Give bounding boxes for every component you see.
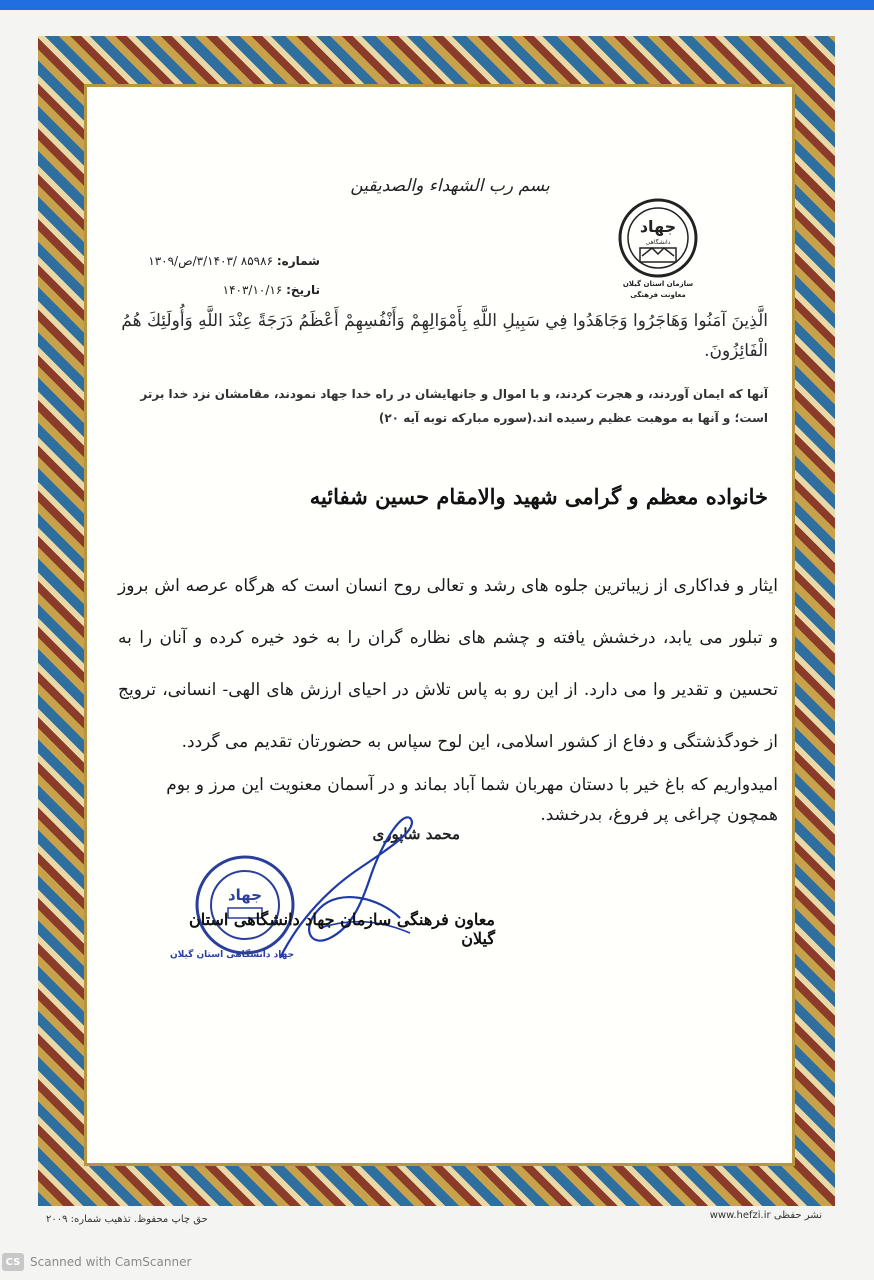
camscanner-label: Scanned with CamScanner [30,1255,192,1269]
recipient-line: خانواده معظم و گرامی شهید والامقام حسین شفائیه [309,484,768,509]
jahad-logo [612,196,704,300]
stamp-caption: جهاد دانشگاهی استان گیلان [169,950,295,960]
camscanner-icon: CS [2,1253,24,1271]
closing-wish: امیدواریم که باغ خیر با دستان مهربان شما آباد بماند و در آسمان معنویت این مرز و بوم همچون چراغی پر فروغ، بدرخشد. [166,775,778,825]
verse-translation: آنها که ایمان آوردند، و هجرت کردند، و با اموال و جانهایشان در راه خدا جهاد نمودند، مقامشان نزد خدا برتر است؛ و آنها به موهبت عظیم رسیده اند.(سوره مبارکه توبه آیه ۲۰) [140,387,768,425]
stamp-title: جهاد [227,886,263,904]
scan-top-band [0,0,874,10]
publisher-website [710,1210,822,1221]
basmala-heading: بسم رب الشهداء والصدیقین [350,176,550,196]
date-value: ۱۴۰۳/۱۰/۱۶ [222,283,283,297]
signer-name: محمد شاپوری [372,825,460,843]
number-label: شماره: [276,254,320,268]
appreciation-body: ایثار و فداکاری از زیباترین جلوه های رشد و تعالی روح انسان است که هرگاه عرصه اش بروز و تبلور می یابد، درخشش یافته و چشم های نظاره گران را به خود خیره کرده و آنان را به تحسین و تقدیر وا می دارد. از این رو به پاس تلاش در احیای ارزش های الهی- انسانی، ترویج از خودگذشتگی و دفاع از کشور اسلامی، این لوح سپاس به حضورتان تقدیم می گردد. [118,576,778,752]
camscanner-watermark [2,1250,222,1274]
signer-title: معاون فرهنگی سازمان جهاد دانشگاهی استان گیلان [189,910,495,948]
copyright-footer: حق چاپ محفوظ. تذهیب شماره: ۲۰۰۹ [46,1214,208,1225]
date-label: تاریخ: [286,283,320,297]
logo-org: سازمان استان گیلان [622,280,694,288]
logo-title: جهاد [639,217,677,236]
publisher-text: نشر حفظی [773,1210,822,1221]
logo-subtitle: دانشگاهی [645,239,671,246]
logo-dept: معاونت فرهنگی [630,291,686,299]
website-text: www.hefzi.ir [709,1210,771,1221]
letter-date-row [110,283,320,297]
letter-number-row [110,254,320,268]
quran-verse: الَّذِينَ آمَنُوا وَهَاجَرُوا وَجَاهَدُوا فِي سَبِيلِ اللَّهِ بِأَمْوَالِهِمْ وَأَنْفُسِهِمْ أَعْظَمُ دَرَجَةً عِنْدَ اللَّهِ وَأُولَئِكَ هُمُ الْفَائِزُونَ. [121,311,768,361]
number-value: ۸۵۹۸۶ /۳/۱۴۰۳/ص/۱۳۰۹ [148,254,274,268]
